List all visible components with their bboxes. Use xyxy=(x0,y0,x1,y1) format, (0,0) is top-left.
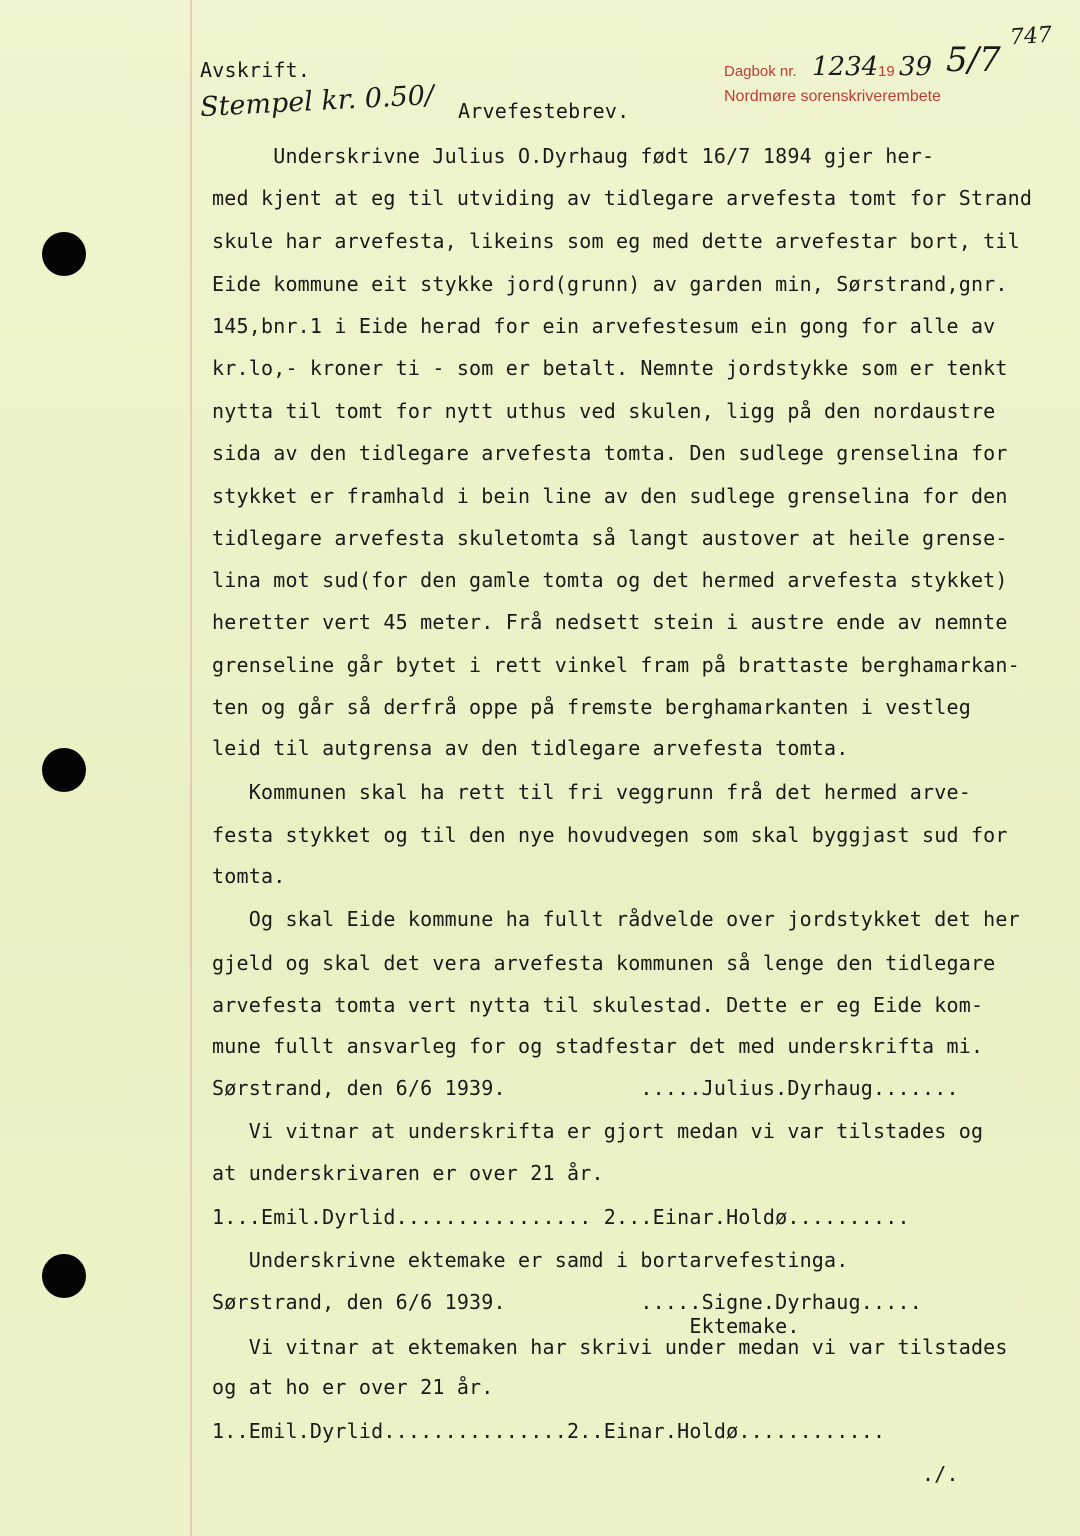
copy-label: Avskrift. xyxy=(200,58,311,82)
text-line: Og skal Eide kommune ha fullt rådvelde over jordstykket det her xyxy=(212,907,1020,931)
text-line: 145,bnr.1 i Eide herad for ein arvefestesum ein gong for alle av xyxy=(212,314,996,338)
diary-prefix: Dagbok nr. xyxy=(724,63,797,80)
text-line: gjeld og skal det vera arvefesta kommunen så lenge den tidlegare xyxy=(212,951,996,975)
text-line: heretter vert 45 meter. Frå nedsett stein i austre ende av nemnte xyxy=(212,610,1008,634)
punch-hole xyxy=(42,232,86,276)
text-line: Kommunen skal ha rett til fri veggrunn frå det hermed arve- xyxy=(212,780,971,804)
text-line: leid til autgrensa av den tidlegare arvefesta tomta. xyxy=(212,736,849,760)
text-line: Underskrivne Julius O.Dyrhaug født 16/7 1894 gjer her- xyxy=(212,144,935,168)
text-line: Vi vitnar at ektemaken har skrivi under medan vi var tilstades xyxy=(212,1335,1008,1359)
diary-stamp xyxy=(724,63,797,80)
diary-year: 39 xyxy=(899,52,933,82)
margin-rule xyxy=(190,0,192,1536)
punch-hole xyxy=(42,1254,86,1298)
text-line: ./. xyxy=(212,1462,959,1486)
text-line: tomta. xyxy=(212,864,286,888)
text-line: sida av den tidlegare arvefesta tomta. Den sudlege grenselina for xyxy=(212,441,1008,465)
diary-number: 1234 xyxy=(812,52,879,82)
text-line: Eide kommune eit stykke jord(grunn) av garden min, Sørstrand,gnr. xyxy=(212,272,1008,296)
text-line: nytta til tomt for nytt uthus ved skulen, ligg på den nordaustre xyxy=(212,399,996,423)
punch-hole xyxy=(42,748,86,792)
folio-number: 747 xyxy=(1009,22,1053,51)
text-line: at underskrivaren er over 21 år. xyxy=(212,1161,604,1185)
text-line: tidlegare arvefesta skuletomta så langt austover at heile grense- xyxy=(212,526,1008,550)
text-line: lina mot sud(for den gamle tomta og det hermed arvefesta stykket) xyxy=(212,568,1008,592)
text-line: arvefesta tomta vert nytta til skulestad. Dette er eg Eide kom- xyxy=(212,993,984,1017)
text-line: skule har arvefesta, likeins som eg med dette arvefestar bort, til xyxy=(212,229,1020,253)
text-line: 1...Emil.Dyrlid................ 2...Einar.Holdø.......... xyxy=(212,1205,910,1229)
text-line: Sørstrand, den 6/6 1939. .....Signe.Dyrhaug..... xyxy=(212,1290,922,1314)
text-line: Sørstrand, den 6/6 1939. .....Julius.Dyrhaug....... xyxy=(212,1076,959,1100)
text-line: stykket er framhald i bein line av den sudlege grenselina for den xyxy=(212,484,1008,508)
text-line: Vi vitnar at underskrifta er gjort medan vi var tilstades og xyxy=(212,1119,984,1143)
text-line: kr.lo,- kroner ti - som er betalt. Nemnte jordstykke som er tenkt xyxy=(212,356,1008,380)
text-line: 1..Emil.Dyrlid...............2..Einar.Holdø............ xyxy=(212,1419,886,1443)
text-line: Underskrivne ektemake er samd i bortarvefestinga. xyxy=(212,1248,849,1272)
text-line: Ektemake. xyxy=(212,1314,800,1338)
text-line: grenseline går bytet i rett vinkel fram på brattaste berghamarkan- xyxy=(212,653,1020,677)
office-stamp: Nordmøre sorenskriverembete xyxy=(724,88,941,105)
diary-year-suffix: 19 xyxy=(878,63,895,80)
text-line: festa stykket og til den nye hovudvegen som skal byggjast sud for xyxy=(212,823,1008,847)
stamp-fee-note: Stempel kr. 0.50/ xyxy=(199,79,435,124)
text-line: ten og går så derfrå oppe på fremste berghamarkanten i vestleg xyxy=(212,695,971,719)
diary-date: 5/7 xyxy=(946,40,1001,80)
document-title: Arvefestebrev. xyxy=(458,99,630,123)
text-line: mune fullt ansvarleg for og stadfestar det med underskrifta mi. xyxy=(212,1034,984,1058)
text-line: med kjent at eg til utviding av tidlegare arvefesta tomt for Strand xyxy=(212,186,1033,210)
text-line: og at ho er over 21 år. xyxy=(212,1375,494,1399)
